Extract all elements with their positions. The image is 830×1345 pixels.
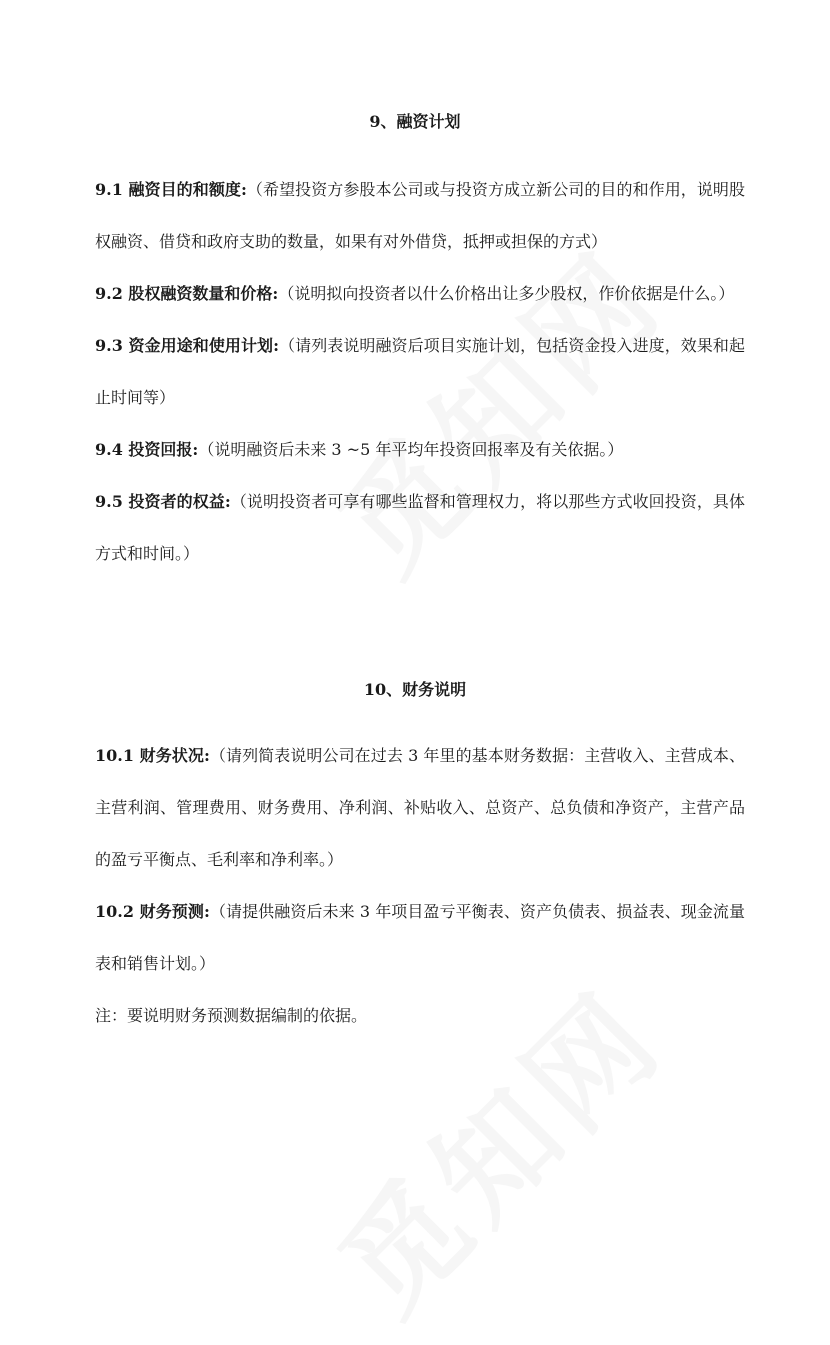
- paragraph-label: 9.2 股权融资数量和价格:: [95, 284, 279, 303]
- paragraph-label: 9.3 资金用途和使用计划:: [95, 336, 279, 355]
- paragraph-text: （请提供融资后未来 3 年项目盈亏平衡表、资产负债表、损益表、现金流量表和销售计划。）: [95, 902, 745, 973]
- paragraph-text: （希望投资方参股本公司或与投资方成立新公司的目的和作用，说明股权融资、借贷和政府支助的数量，如果有对外借贷，抵押或担保的方式）: [95, 180, 745, 251]
- paragraph-text: （说明融资后未来 3 ~5 年平均年投资回报率及有关依据。）: [198, 440, 624, 459]
- paragraph-label: 9.1 融资目的和额度:: [95, 180, 247, 199]
- paragraph-text: （请列简表说明公司在过去 3 年里的基本财务数据：主营收入、主营成本、主营利润、管理费用、财务费用、净利润、补贴收入、总资产、总负债和净资产，主营产品的盈亏平衡点、毛利率和净利率。）: [95, 746, 745, 869]
- paragraph-label: 9.5 投资者的权益:: [95, 492, 231, 511]
- paragraph-text: （请列表说明融资后项目实施计划，包括资金投入进度，效果和起止时间等）: [95, 336, 745, 407]
- section-9-heading: 9、融资计划: [369, 112, 461, 131]
- note: 注：要说明财务预测数据编制的依据。: [95, 1006, 368, 1025]
- paragraph-label: 9.4 投资回报:: [95, 440, 199, 459]
- paragraph-9-4: [95, 424, 745, 476]
- paragraph-label: 10.2 财务预测:: [95, 902, 210, 921]
- paragraph-label: 10.1 财务状况:: [95, 746, 210, 765]
- paragraph-text: （说明拟向投资者以什么价格出让多少股权，作价依据是什么。）: [278, 284, 735, 303]
- paragraph-9-1: [95, 164, 745, 268]
- paragraph-9-2: [95, 268, 745, 320]
- paragraph-10-1: [95, 730, 745, 886]
- section-10-heading: 10、财务说明: [363, 680, 467, 699]
- paragraph-10-2: [95, 886, 745, 990]
- paragraph-text: （说明投资者可享有哪些监督和管理权力，将以那些方式收回投资，具体方式和时间。）: [95, 492, 745, 563]
- paragraph-9-3: [95, 320, 745, 424]
- paragraph-9-5: [95, 476, 745, 580]
